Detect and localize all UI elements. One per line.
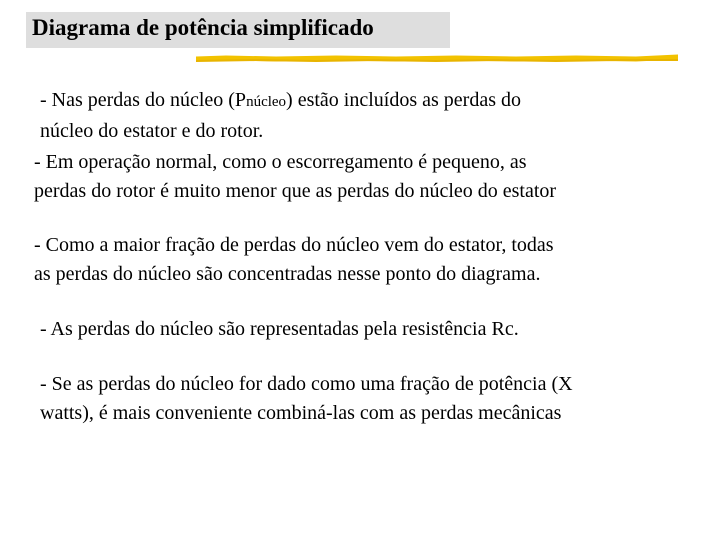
page-title: Diagrama de potência simplificado xyxy=(32,15,374,40)
paragraph-line: - Se as perdas do núcleo for dado como uma fração de potência (X xyxy=(40,373,573,395)
paragraph-line: as perdas do núcleo são concentradas nesse ponto do diagrama. xyxy=(34,263,541,285)
title-box xyxy=(26,12,450,48)
paragraph-mechanical-losses xyxy=(40,370,573,428)
paragraph-normal-operation xyxy=(34,148,556,206)
paragraph-line: - Em operação normal, como o escorregamento é pequeno, as xyxy=(34,151,527,173)
title-underline-decoration xyxy=(196,50,678,68)
subscript-text: núcleo xyxy=(246,94,287,110)
paragraph-resistance-rc xyxy=(40,315,519,344)
paragraph-line: watts), é mais conveniente combiná-las com as perdas mecânicas xyxy=(40,402,562,424)
paragraph-core-losses xyxy=(40,86,521,146)
paragraph-text: ) estão incluídos as perdas do xyxy=(286,89,521,111)
paragraph-line: - As perdas do núcleo são representadas pela resistência Rc. xyxy=(40,318,519,340)
paragraph-text: - Nas perdas do núcleo (P xyxy=(40,89,247,111)
paragraph-stator-fraction xyxy=(34,231,554,289)
paragraph-line: - Como a maior fração de perdas do núcleo vem do estator, todas xyxy=(34,234,554,256)
paragraph-line: núcleo do estator e do rotor. xyxy=(40,120,264,142)
paragraph-line xyxy=(40,86,521,117)
paragraph-line: perdas do rotor é muito menor que as perdas do núcleo do estator xyxy=(34,180,557,202)
